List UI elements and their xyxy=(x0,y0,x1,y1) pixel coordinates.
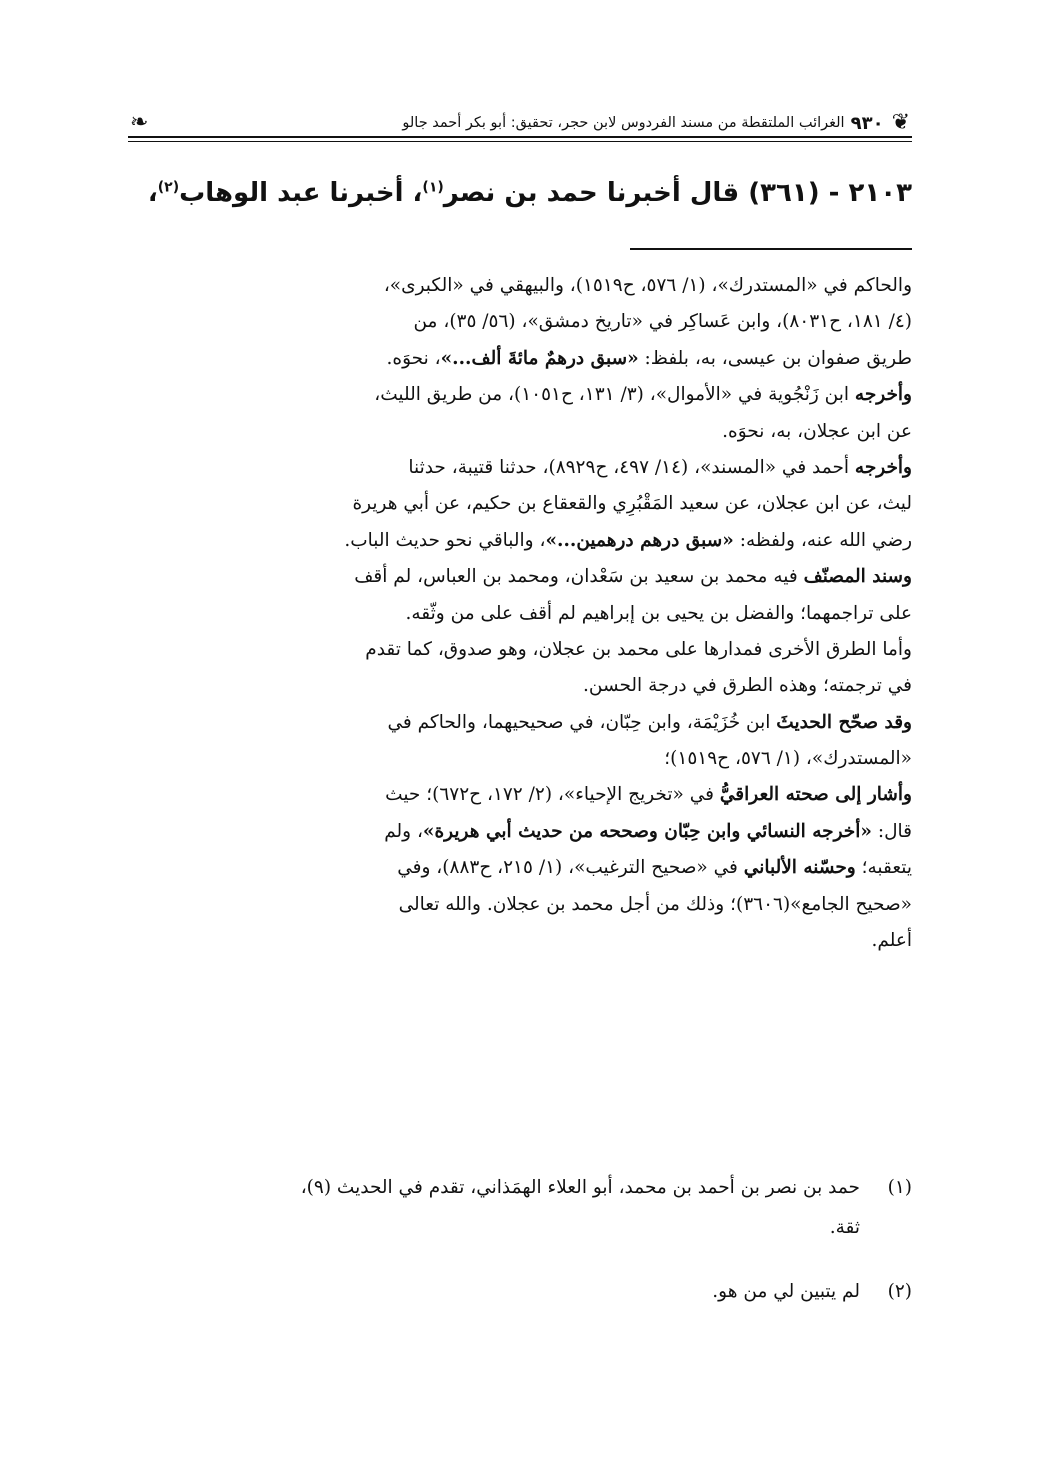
ornament-left-icon: ❧ xyxy=(130,110,149,135)
note-line: يتعقبه؛ وحسّنه الألباني في «صحيح الترغيب»، (١/ ٢١٥، ح٨٨٣)، وفي xyxy=(397,857,912,879)
hadith-suffix: ، xyxy=(147,178,158,208)
running-header xyxy=(128,108,912,150)
note-line: في ترجمته؛ وهذه الطرق في درجة الحسن. xyxy=(583,675,912,697)
note-line: رضي الله عنه، ولفظه: «سبق درهم درهمين...»، والباقي نحو حديث الباب. xyxy=(344,529,912,551)
footnote-text: لم يتبين لي من هو. xyxy=(712,1281,860,1302)
header-left-cap xyxy=(128,112,150,134)
footnote-number: (٢) xyxy=(887,1281,912,1302)
footnote-row xyxy=(128,1168,912,1208)
note-line: وأما الطرق الأخرى فمدارها على محمد بن عجلان، وهو صدوق، كما تقدم xyxy=(365,638,912,660)
note-line: قال: «أخرجه النسائي وابن حِبّان وصححه من حديث أبي هريرة»، ولم xyxy=(384,820,912,842)
header-row xyxy=(128,110,912,136)
ornament-right-icon: ❦ xyxy=(891,110,910,135)
note-line: وسند المصنّف فيه محمد بن سعيد بن سَعْدان، ومحمد بن العباس، لم أقف xyxy=(354,566,912,588)
footnote-number: (١) xyxy=(887,1177,912,1198)
header-right-cap xyxy=(845,112,912,134)
note-line: وأخرجه أحمد في «المسند»، (١٤/ ٤٩٧، ح٨٩٢٩)، حدثنا قتيبة، حدثنا xyxy=(408,456,912,478)
footnote-ref-2: (٢) xyxy=(157,179,180,196)
note-line: «صحيح الجامع»(٣٦٠٦)؛ وذلك من أجل محمد بن عجلان. والله تعالى xyxy=(398,893,912,915)
hadith-heading xyxy=(128,170,912,216)
note-line: عن ابن عجلان، به، نحوَه. xyxy=(722,420,912,442)
note-line: أعلم. xyxy=(871,930,912,952)
note-line: «المستدرك»، (١/ ٥٧٦، ح١٥١٩)؛ xyxy=(664,748,912,770)
hadith-prefix: ٢١٠٣ - (٣٦١) قال أخبرنا حمد بن نصر xyxy=(443,178,912,208)
header-rule-thin xyxy=(128,141,912,142)
note-line: وأخرجه ابن زَنْجُوية في «الأموال»، (٣/ ١٣١، ح١٠٥١)، من طريق الليث، xyxy=(374,384,912,406)
note-line: والحاكم في «المستدرك»، (١/ ٥٧٦، ح١٥١٩)، والبيهقي في «الكبرى»، xyxy=(383,275,912,296)
footnote-row xyxy=(128,1208,912,1248)
footnote-separator xyxy=(630,248,912,250)
note-line: طريق صفوان بن عيسى، به، بلفظ: «سبق درهمٌ مائةَ ألف...»، نحوَه. xyxy=(386,347,912,369)
note-line: وقد صحّح الحديثَ ابن خُزَيْمَة، وابن حِبّان، في صحيحيهما، والحاكم في xyxy=(387,711,912,733)
footnote-1 xyxy=(128,1168,912,1248)
footnote-text: حمد بن نصر بن أحمد بن محمد، أبو العلاء الهمَذاني، تقدم في الحديث (٩)، xyxy=(300,1177,860,1198)
footnote-text: ثقة. xyxy=(829,1217,860,1238)
running-title: الغرائب الملتقطة من مسند الفردوس لابن حجر، تحقيق: أبو بكر أحمد جالو xyxy=(402,115,845,131)
note-line: (٤/ ١٨١، ح٨٠٣١)، وابن عَساكِر في «تاريخ دمشق»، (٥٦/ ٣٥)، من xyxy=(413,311,912,333)
hadith-middle: ، أخبرنا عبد الوهاب xyxy=(179,178,423,208)
note-line: على تراجمهما؛ والفضل بن يحيى بن إبراهيم لم أقف على من وثّقه. xyxy=(405,602,912,624)
note-line: وأشار إلى صحته العراقيُّ في «تخريج الإحياء»، (٢/ ١٧٢، ح٦٧٢)؛ حيث xyxy=(385,784,912,806)
page-number: ٩٣٠ xyxy=(850,112,884,134)
footnote-2 xyxy=(128,1272,912,1312)
footnote-row xyxy=(128,1272,912,1312)
footnote-continuation xyxy=(128,268,912,959)
header-rule xyxy=(128,136,912,138)
footnote-ref-1: (١) xyxy=(422,179,444,196)
note-line: ليث، عن ابن عجلان، عن سعيد المَقْبُرِي والقعقاع بن حكيم، عن أبي هريرة xyxy=(352,493,912,515)
